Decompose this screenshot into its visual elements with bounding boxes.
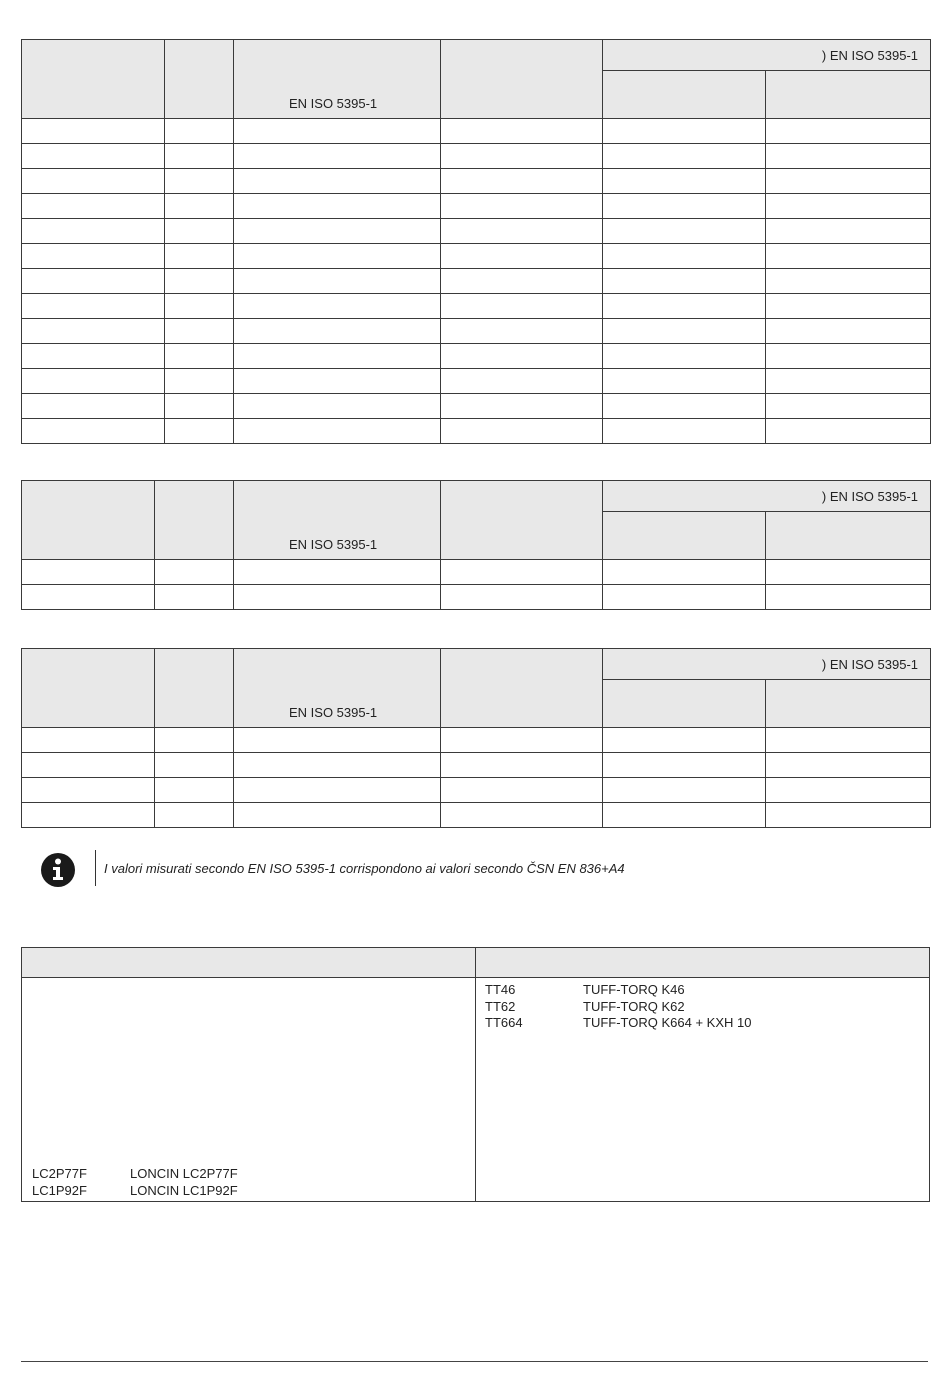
subheader-cell bbox=[603, 680, 766, 728]
table-cell bbox=[165, 244, 234, 269]
table-cell bbox=[441, 144, 603, 169]
table-cell bbox=[603, 778, 766, 803]
table-cell bbox=[441, 728, 603, 753]
table-cell bbox=[234, 803, 441, 828]
table-cell bbox=[603, 219, 766, 244]
table-cell bbox=[22, 344, 165, 369]
table-cell bbox=[603, 269, 766, 294]
models-table bbox=[21, 947, 930, 1202]
list-item bbox=[32, 1183, 238, 1200]
table-cell bbox=[155, 728, 234, 753]
table-row bbox=[22, 344, 931, 369]
table-body bbox=[22, 119, 931, 444]
table-row bbox=[22, 119, 931, 144]
table-cell bbox=[22, 219, 165, 244]
table-cell bbox=[234, 119, 441, 144]
table-cell bbox=[155, 560, 234, 585]
table-cell bbox=[234, 244, 441, 269]
table-row bbox=[22, 585, 931, 610]
table-cell bbox=[165, 194, 234, 219]
table-cell bbox=[165, 219, 234, 244]
table-cell bbox=[441, 344, 603, 369]
table-cell bbox=[234, 344, 441, 369]
table-cell bbox=[22, 269, 165, 294]
table-row bbox=[22, 560, 931, 585]
header-cell bbox=[441, 481, 603, 560]
table-cell bbox=[22, 778, 155, 803]
table-cell bbox=[766, 169, 931, 194]
table-cell bbox=[22, 194, 165, 219]
transmission-code: TT46 bbox=[485, 982, 516, 997]
table-cell bbox=[234, 144, 441, 169]
list-item bbox=[32, 1166, 238, 1183]
table-cell bbox=[22, 169, 165, 194]
engine-code: LC2P77F bbox=[32, 1166, 87, 1181]
table-cell bbox=[234, 369, 441, 394]
table-cell bbox=[234, 294, 441, 319]
table-cell bbox=[234, 560, 441, 585]
subheader-cell bbox=[603, 71, 766, 119]
table-row bbox=[22, 778, 931, 803]
table-cell bbox=[22, 728, 155, 753]
header-cell bbox=[22, 649, 155, 728]
table-cell bbox=[766, 419, 931, 444]
table-cell bbox=[165, 344, 234, 369]
engines-header bbox=[22, 948, 476, 978]
table-cell bbox=[766, 803, 931, 828]
table-cell bbox=[165, 269, 234, 294]
table-cell bbox=[441, 419, 603, 444]
table-cell bbox=[603, 244, 766, 269]
transmission-list bbox=[485, 982, 751, 1032]
table-row bbox=[22, 728, 931, 753]
list-item bbox=[485, 982, 751, 999]
header-cell bbox=[22, 40, 165, 119]
table-cell bbox=[766, 144, 931, 169]
table-cell bbox=[165, 119, 234, 144]
header-cell bbox=[165, 40, 234, 119]
table-cell bbox=[766, 194, 931, 219]
table-cell bbox=[165, 144, 234, 169]
header-cell bbox=[22, 481, 155, 560]
table-cell bbox=[603, 803, 766, 828]
header-cell bbox=[155, 481, 234, 560]
list-item bbox=[485, 999, 751, 1016]
table-cell bbox=[441, 319, 603, 344]
table-row bbox=[22, 394, 931, 419]
table-cell bbox=[766, 219, 931, 244]
table-cell bbox=[234, 319, 441, 344]
transmissions-header bbox=[476, 948, 929, 978]
table-cell bbox=[766, 585, 931, 610]
table-row bbox=[22, 194, 931, 219]
subheader-cell bbox=[603, 512, 766, 560]
transmission-name: TUFF-TORQ K46 bbox=[583, 982, 685, 997]
subheader-cell bbox=[766, 680, 931, 728]
table-cell bbox=[22, 560, 155, 585]
table-row bbox=[22, 294, 931, 319]
table-cell bbox=[22, 753, 155, 778]
table-cell bbox=[234, 269, 441, 294]
table-cell bbox=[766, 269, 931, 294]
table-cell bbox=[234, 194, 441, 219]
table-cell bbox=[603, 294, 766, 319]
subheader-cell bbox=[766, 71, 931, 119]
table-cell bbox=[234, 728, 441, 753]
table-cell bbox=[165, 169, 234, 194]
table-cell bbox=[766, 369, 931, 394]
table-cell bbox=[441, 394, 603, 419]
table-cell bbox=[22, 585, 155, 610]
table-cell bbox=[766, 244, 931, 269]
table-cell bbox=[441, 753, 603, 778]
table-cell bbox=[234, 219, 441, 244]
table-cell bbox=[165, 369, 234, 394]
table-cell bbox=[441, 119, 603, 144]
table-cell bbox=[165, 319, 234, 344]
transmission-code: TT664 bbox=[485, 1015, 523, 1030]
header-cell bbox=[441, 40, 603, 119]
table-cell bbox=[234, 753, 441, 778]
table-cell bbox=[165, 394, 234, 419]
column-divider bbox=[475, 948, 476, 1201]
table-row bbox=[22, 419, 931, 444]
table-cell bbox=[22, 244, 165, 269]
table-row bbox=[22, 219, 931, 244]
standard-header: EN ISO 5395-1 bbox=[234, 481, 441, 560]
subheader-cell bbox=[766, 512, 931, 560]
table-cell bbox=[603, 753, 766, 778]
table-cell bbox=[766, 344, 931, 369]
note-text: I valori misurati secondo EN ISO 5395-1 corrispondono ai valori secondo ČSN EN 836+A4 bbox=[104, 861, 625, 876]
engine-name: LONCIN LC2P77F bbox=[130, 1166, 238, 1181]
table-cell bbox=[22, 394, 165, 419]
table-cell bbox=[603, 419, 766, 444]
table-row bbox=[22, 144, 931, 169]
header-cell bbox=[155, 649, 234, 728]
table-cell bbox=[234, 419, 441, 444]
spec-table-3 bbox=[21, 648, 931, 828]
transmission-code: TT62 bbox=[485, 998, 516, 1014]
engine-list bbox=[32, 1166, 238, 1199]
table-cell bbox=[441, 560, 603, 585]
table-row bbox=[22, 803, 931, 828]
table-cell bbox=[22, 419, 165, 444]
table-cell bbox=[155, 753, 234, 778]
info-icon bbox=[40, 852, 76, 888]
table-body bbox=[22, 560, 931, 610]
table-cell bbox=[22, 803, 155, 828]
group-header: ) EN ISO 5395-1 bbox=[603, 40, 931, 71]
engine-code: LC1P92F bbox=[32, 1182, 87, 1198]
table-cell bbox=[766, 394, 931, 419]
engine-name: LONCIN LC1P92F bbox=[130, 1182, 238, 1198]
table-cell bbox=[441, 585, 603, 610]
table-row bbox=[22, 369, 931, 394]
table-cell bbox=[22, 294, 165, 319]
table-cell bbox=[603, 394, 766, 419]
table-cell bbox=[603, 585, 766, 610]
spec-table-2 bbox=[21, 480, 931, 610]
table-cell bbox=[766, 778, 931, 803]
table-cell bbox=[603, 369, 766, 394]
table-row bbox=[22, 319, 931, 344]
transmission-name: TUFF-TORQ K664 + KXH 10 bbox=[583, 1015, 752, 1030]
header-cell bbox=[441, 649, 603, 728]
transmission-name: TUFF-TORQ K62 bbox=[583, 998, 685, 1014]
table-row bbox=[22, 169, 931, 194]
table-cell bbox=[234, 585, 441, 610]
table-cell bbox=[22, 119, 165, 144]
table-cell bbox=[441, 194, 603, 219]
table-row bbox=[22, 269, 931, 294]
table-cell bbox=[441, 369, 603, 394]
table-cell bbox=[603, 144, 766, 169]
table-cell bbox=[603, 728, 766, 753]
table-cell bbox=[155, 778, 234, 803]
table-cell bbox=[441, 778, 603, 803]
list-item bbox=[485, 1015, 751, 1032]
table-cell bbox=[603, 319, 766, 344]
table-cell bbox=[603, 344, 766, 369]
table-row bbox=[22, 753, 931, 778]
group-header: ) EN ISO 5395-1 bbox=[603, 649, 931, 680]
table-cell bbox=[766, 294, 931, 319]
table-cell bbox=[441, 269, 603, 294]
table-cell bbox=[441, 219, 603, 244]
table-cell bbox=[155, 803, 234, 828]
table-cell bbox=[603, 560, 766, 585]
standard-header: EN ISO 5395-1 bbox=[234, 40, 441, 119]
table-cell bbox=[234, 394, 441, 419]
standard-header: EN ISO 5395-1 bbox=[234, 649, 441, 728]
table-cell bbox=[766, 728, 931, 753]
footer-rule bbox=[21, 1361, 928, 1362]
table-cell bbox=[441, 244, 603, 269]
table-cell bbox=[22, 319, 165, 344]
table-cell bbox=[22, 144, 165, 169]
table-cell bbox=[766, 319, 931, 344]
table-cell bbox=[766, 119, 931, 144]
table-cell bbox=[234, 169, 441, 194]
table-cell bbox=[234, 778, 441, 803]
table-cell bbox=[155, 585, 234, 610]
spec-table-1 bbox=[21, 39, 931, 444]
table-cell bbox=[603, 119, 766, 144]
table-cell bbox=[22, 369, 165, 394]
table-cell bbox=[766, 560, 931, 585]
table-cell bbox=[165, 294, 234, 319]
info-note bbox=[40, 850, 930, 890]
table-cell bbox=[603, 194, 766, 219]
group-header: ) EN ISO 5395-1 bbox=[603, 481, 931, 512]
table-cell bbox=[441, 169, 603, 194]
table-cell bbox=[603, 169, 766, 194]
table-cell bbox=[441, 294, 603, 319]
note-divider bbox=[95, 850, 96, 886]
table-cell bbox=[165, 419, 234, 444]
table-cell bbox=[441, 803, 603, 828]
table-row bbox=[22, 244, 931, 269]
table-cell bbox=[766, 753, 931, 778]
table-body bbox=[22, 728, 931, 828]
